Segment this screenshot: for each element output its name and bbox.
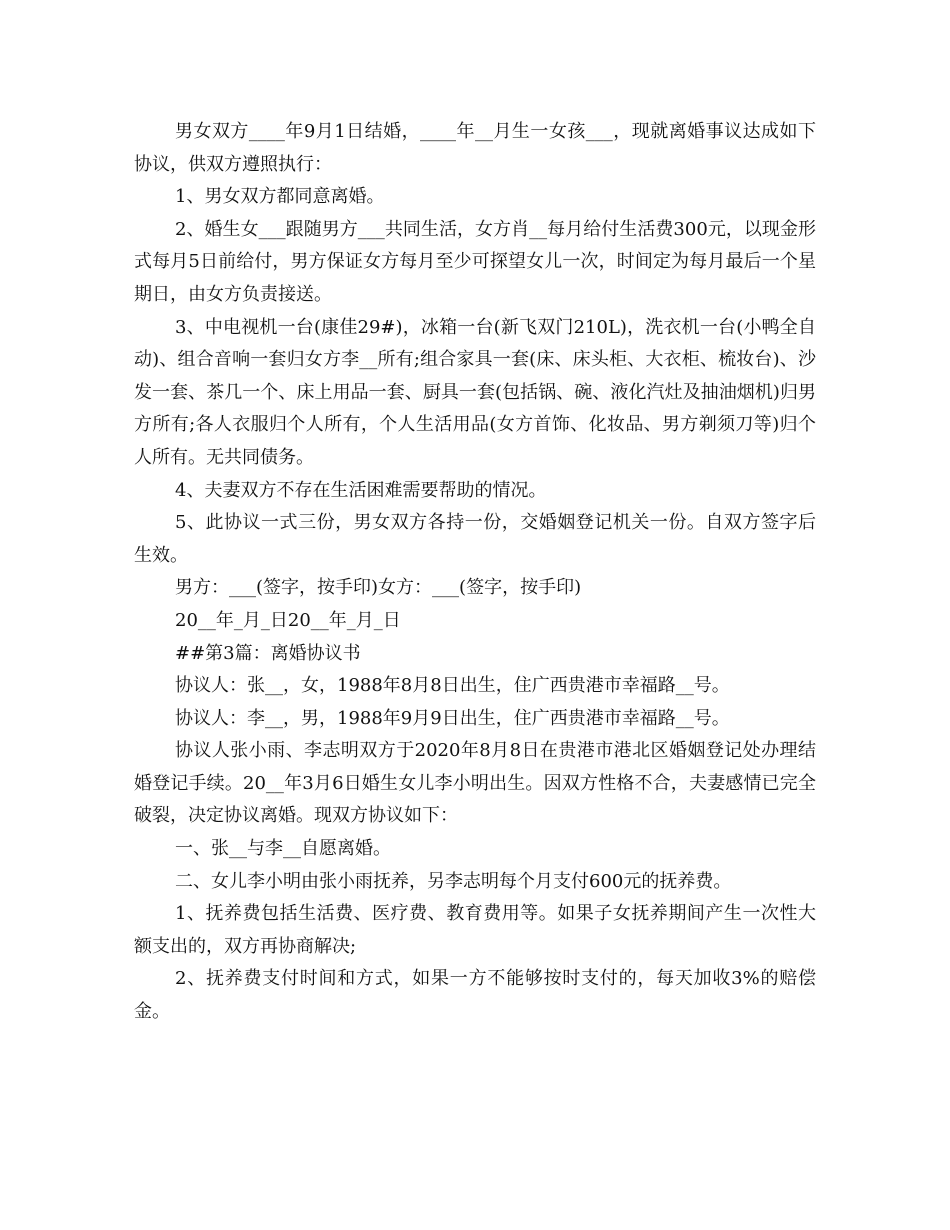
paragraph-clause-1: 1、男女双方都同意离婚。: [175, 186, 385, 208]
document-body: [134, 116, 816, 1029]
paragraph-clause-2: 2、婚生女___跟随男方___共同生活，女方肖__每月给付生活费300元，以现金形式每月5日前给付，男方保证女方每月至少可探望女儿一次，时间定为每月最后一个星期日，由女方负责接送。: [134, 218, 816, 305]
party-li: 协议人：李__，男，1988年9月9日出生，住广西贵港市幸福路__号。: [175, 707, 730, 729]
paragraph-article-1: 一、张__与李__自愿离婚。: [175, 838, 391, 860]
paragraph-clause-3: 3、中电视机一台(康佳29#)，冰箱一台(新飞双门210L)，洗衣机一台(小鸭全自动)、组合音响一套归女方李__所有;组合家具一套(床、床头柜、大衣柜、梳妆台)、沙发一套、茶几一个、床上用品一套、厨具一套(包括锅、碗、液化汽灶及抽油烟机)归男方所有;各人衣服归个人所有，个人生活用品(女方首饰、化妆品、男方剃须刀等)归个人所有。无共同债务。: [134, 316, 816, 468]
paragraph-background: 协议人张小雨、李志明双方于2020年8月8日在贵港市港北区婚姻登记处办理结婚登记手续。20__年3月6日婚生女儿李小明出生。因双方性格不合，夫妻感情已完全破裂，决定协议离婚。现双方协议如下：: [134, 740, 816, 827]
paragraph-article-2: 二、女儿李小明由张小雨抚养，另李志明每个月支付600元的抚养费。: [175, 870, 732, 892]
paragraph-support-1: 1、抚养费包括生活费、医疗费、教育费用等。如果子女抚养期间产生一次性大额支出的，双方再协商解决;: [134, 903, 816, 957]
signature-line: 男方：___(签字，按手印)女方：___(签字，按手印): [175, 577, 582, 599]
paragraph-support-2: 2、抚养费支付时间和方式，如果一方不能够按时支付的，每天加收3%的赔偿金。: [134, 968, 816, 1023]
paragraph-clause-5: 5、此协议一式三份，男女双方各持一份，交婚姻登记机关一份。自双方签字后生效。: [134, 512, 816, 566]
paragraph-clause-4: 4、夫妻双方不存在生活困难需要帮助的情况。: [175, 479, 547, 501]
section-heading: ##第3篇：离婚协议书: [175, 642, 361, 664]
party-zhang: 协议人：张__，女，1988年8月8日出生，住广西贵港市幸福路__号。: [175, 675, 730, 697]
date-line: 20__年_月_日20__年_月_日: [175, 609, 401, 631]
paragraph-intro: 男女双方____年9月1日结婚，____年__月生一女孩___，现就离婚事议达成如下协议，供双方遵照执行：: [134, 121, 816, 175]
